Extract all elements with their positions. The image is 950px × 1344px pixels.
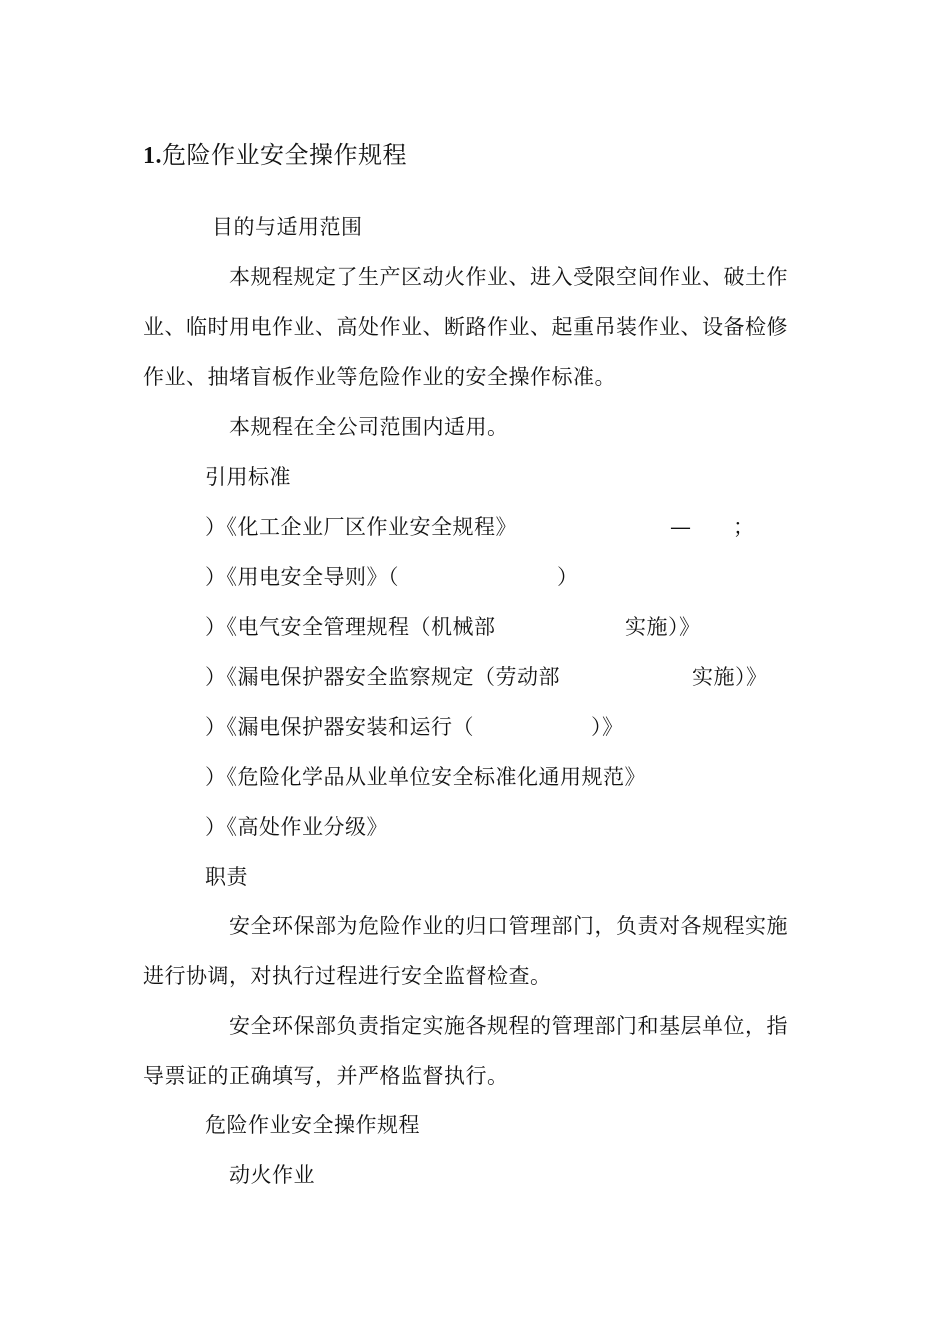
reference-end: 实施）》 [692,665,768,689]
duties-heading: 职责 [205,865,248,889]
page-title [143,138,407,173]
reference-text: ）《用电安全导则》（ [205,565,399,589]
duties-paragraph-1-line-2: 进行协调，对执行过程进行安全监督检查。 [143,964,552,988]
duties-paragraph-2-line-1: 安全环保部负责指定实施各规程的管理部门和基层单位，指 [229,1014,788,1038]
reference-item: ）《高处作业分级》 [205,815,388,839]
operations-heading: 危险作业安全操作规程 [205,1113,420,1137]
purpose-heading: 目的与适用范围 [212,215,363,239]
duties-paragraph-1-line-1: 安全环保部为危险作业的归口管理部门，负责对各规程实施 [229,914,788,938]
reference-text: ）《漏电保护器安装和运行（ [205,715,474,739]
reference-dash: — [670,515,692,539]
reference-end: ）》 [591,715,624,739]
scope-paragraph: 本规程在全公司范围内适用。 [229,415,509,439]
hot-work-subheading: 动火作业 [229,1163,315,1187]
purpose-paragraph-line-3: 作业、抽堵盲板作业等危险作业的安全操作标准。 [143,365,616,389]
title-text: 危险作业安全操作规程 [162,141,407,169]
reference-end: ； [733,515,755,539]
reference-item [205,562,805,592]
reference-text: ）《化工企业厂区作业安全规程》 [205,515,517,539]
reference-item [205,712,805,742]
title-number: 1. [143,143,162,169]
purpose-paragraph-line-2: 业、临时用电作业、高处作业、断路作业、起重吊装作业、设备检修 [143,315,788,339]
reference-end: 实施）》 [625,615,701,639]
reference-item [205,612,805,642]
purpose-paragraph-line-1: 本规程规定了生产区动火作业、进入受限空间作业、破土作 [229,265,788,289]
duties-paragraph-2-line-2: 导票证的正确填写，并严格监督执行。 [143,1064,509,1088]
reference-item [205,512,805,542]
reference-item: ）《危险化学品从业单位安全标准化通用规范》 [205,765,646,789]
reference-text: ）《漏电保护器安全监察规定（劳动部 [205,665,560,689]
reference-end: ） [557,565,579,589]
references-heading: 引用标准 [205,465,291,489]
reference-text: ）《电气安全管理规程（机械部 [205,615,496,639]
reference-item [205,662,805,692]
